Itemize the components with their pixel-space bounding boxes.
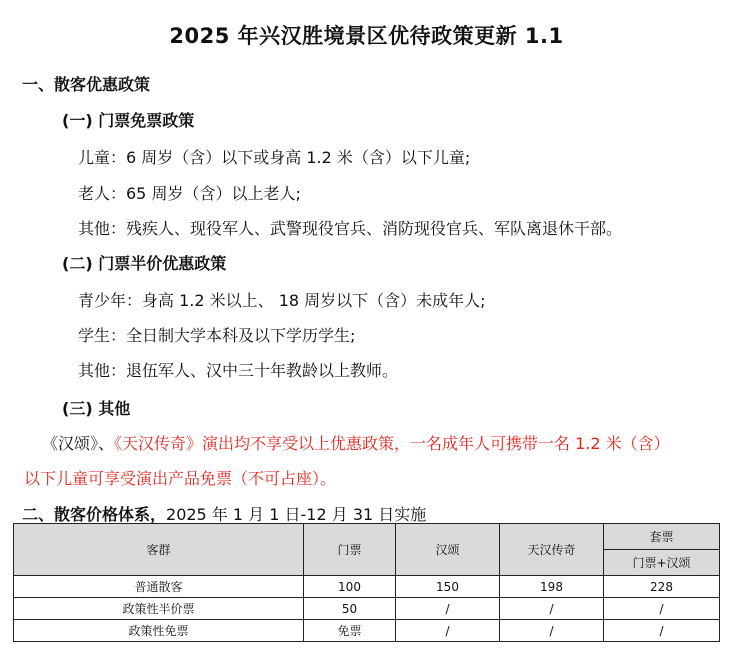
table-row: [14, 576, 720, 598]
cell-tianhan: /: [500, 620, 604, 642]
free-policy-other: 其他：残疾人、现役军人、武警现役官兵、消防现役官兵、军队离退休干部。: [78, 219, 623, 238]
section-heading-discount-policy: 一、散客优惠政策: [22, 75, 151, 94]
header-hansong: 汉颂: [396, 524, 500, 576]
cell-group: 政策性免票: [14, 620, 304, 642]
header-package: 套票: [604, 524, 720, 550]
cell-ticket: 100: [304, 576, 396, 598]
cell-hansong: /: [396, 598, 500, 620]
cell-ticket: 免票: [304, 620, 396, 642]
section-heading-price-system: [22, 502, 426, 525]
header-customer-group: 客群: [14, 524, 304, 576]
header-package-sub: 门票+汉颂: [604, 550, 720, 576]
document-title: 2025 年兴汉胜境景区优待政策更新 1.1: [169, 24, 564, 48]
subsection-heading-free-ticket: (一) 门票免票政策: [62, 111, 195, 130]
half-price-youth: 青少年：身高 1.2 米以上、 18 周岁以下（含）未成年人;: [78, 291, 486, 310]
performance-policy-note-line2: 以下儿童可享受演出产品免票（不可占座）。: [24, 469, 337, 488]
cell-package: 228: [604, 576, 720, 598]
cell-package: /: [604, 598, 720, 620]
header-tianhan: 天汉传奇: [500, 524, 604, 576]
half-price-other: 其他：退伍军人、汉中三十年教龄以上教师。: [78, 361, 399, 380]
free-policy-children: 儿童：6 周岁（含）以下或身高 1.2 米（含）以下儿童;: [78, 148, 471, 167]
subsection-heading-half-price: (二) 门票半价优惠政策: [62, 254, 227, 273]
price-table: [13, 523, 720, 642]
cell-package: /: [604, 620, 720, 642]
table-row: [14, 598, 720, 620]
cell-ticket: 50: [304, 598, 396, 620]
cell-hansong: 150: [396, 576, 500, 598]
price-system-effective-dates: 2025 年 1 月 1 日-12 月 31 日实施: [166, 505, 427, 524]
note-prefix-hansong: 《汉颂》、: [42, 434, 115, 453]
half-price-students: 学生：全日制大学本科及以下学历学生;: [78, 326, 356, 345]
performance-policy-note-line1: [42, 431, 670, 454]
header-ticket: 门票: [304, 524, 396, 576]
table-row: [14, 620, 720, 642]
subsection-heading-other: (三) 其他: [62, 399, 131, 418]
note-text-line1: 《天汉传奇》演出均不享受以上优惠政策，一名成年人可携带一名 1.2 米（含）: [114, 434, 670, 453]
cell-tianhan: 198: [500, 576, 604, 598]
free-policy-elderly: 老人：65 周岁（含）以上老人;: [78, 184, 301, 203]
cell-hansong: /: [396, 620, 500, 642]
price-system-heading-label: 二、散客价格体系，: [22, 505, 167, 524]
cell-group: 普通散客: [14, 576, 304, 598]
cell-group: 政策性半价票: [14, 598, 304, 620]
cell-tianhan: /: [500, 598, 604, 620]
